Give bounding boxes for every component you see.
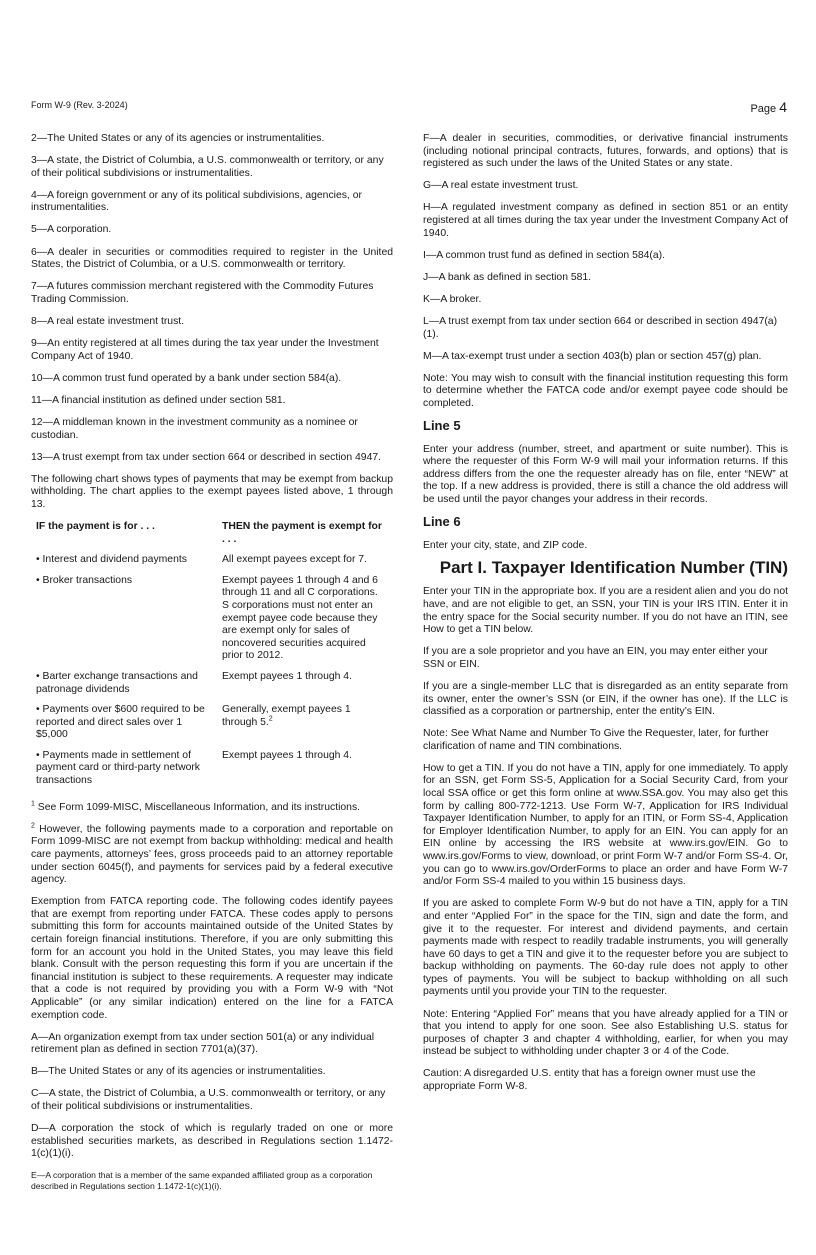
- tin-paragraph: If you are asked to complete Form W-9 but do not have a TIN, apply for a TIN and enter “Applied For” in the space for the TIN, sign and date the form, and give it to the requester. For interest and dividend payments, and certain payments made with respect to readily tradable instruments, you will generally have 60 days to get a TIN and give it to the requester before you are subject to backup withholding on payments. The 60-day rule does not apply to other types of payments. You will be subject to backup withholding on all such payments until you provide your TIN to the requester.: [423, 898, 788, 998]
- fatca-code-item: K—A broker.: [423, 293, 482, 305]
- table-cell-text: • Payments over $600 required to be reported and direct sales over 1: [36, 704, 205, 728]
- fatca-note: Note: You may wish to consult with the financial institution requesting this form to determine whether the FATCA code and/or exempt payee code should be completed.: [423, 372, 788, 409]
- fatca-code-item: E—A corporation that is a member of the same expanded affiliated group as a corporation described in Regulations section 1.1472-1(c)(1)(i).: [31, 1170, 373, 1192]
- table-cell-text: $5,000: [36, 729, 68, 741]
- exempt-payee-item: 6—A dealer in securities or commodities required to register in the United States, the District of Columbia, or a U.S. commonwealth or territory.: [31, 246, 393, 271]
- tin-paragraph: Caution: A disregarded U.S. entity that has a foreign owner must use the appropriate Form W-8.: [423, 1068, 756, 1093]
- exempt-payee-item: 2—The United States or any of its agencies or instrumentalities.: [31, 133, 325, 144]
- fatca-paragraph: Exemption from FATCA reporting code. The following codes identify payees that are exempt from reporting under FATCA. These codes apply to persons submitting this form for accounts maintained outside of the United States by certain foreign financial institutions. Therefore, if you are only submitting this form for an account you hold in the United States, you may leave this field blank. Consult with the person requesting this form if you are uncertain if the financial institution is subject to these requirements. A requester may indicate that a code is not required by providing you with a Form W-9 with “Not Applicable” (or any similar indication) entered on the line for a FATCA exemption code.: [31, 896, 393, 1021]
- page-number: 4: [779, 99, 787, 115]
- line6-text: Enter your city, state, and ZIP code.: [423, 539, 588, 551]
- fatca-code-item: H—A regulated investment company as defined in section 851 or an entity registered at all times during the tax year under the Investment Company Act of 1940.: [423, 202, 788, 239]
- exempt-payee-item: 8—A real estate investment trust.: [31, 315, 185, 327]
- fatca-code-item: C—A state, the District of Columbia, a U.S. commonwealth or territory, or any of their political subdivisions or instrumentalities.: [31, 1088, 386, 1113]
- part1-heading: Part I. Taxpayer Identification Number (TIN): [439, 557, 788, 577]
- footnote-2: [31, 824, 393, 887]
- tin-paragraph: Note: Entering “Applied For” means that you have already applied for a TIN or that you intend to apply for one soon. See also Establishing U.S. status for purposes of chapter 3 and chapter 4 withholding, earlier, for when you may instead be subject to withholding under chapter 3 or 4 of the Code.: [423, 1008, 788, 1058]
- table-cell: • Interest and dividend payments: [36, 554, 187, 566]
- exempt-payee-item: 5—A corporation.: [31, 224, 112, 236]
- fatca-code-item: F—A dealer in securities, commodities, or derivative financial instruments (including notional principal contracts, futures, forwards, and options) that is registered as such under the laws of the United States or any state.: [423, 133, 788, 170]
- exempt-payee-item: 10—A common trust fund operated by a bank under section 584(a).: [31, 372, 342, 384]
- footnote-mark: 1: [31, 800, 35, 808]
- fatca-code-item: A—An organization exempt from tax under section 501(a) or any individual retirement plan as defined in section 7701(a)(37).: [31, 1031, 375, 1056]
- exempt-payee-item: 13—A trust exempt from tax under section 664 or described in section 4947.: [31, 451, 382, 463]
- tin-paragraph: If you are a single-member LLC that is disregarded as an entity separate from its owner, enter the owner’s SSN (or EIN, if the owner has one). If the LLC is classified as a corporation or partnership, enter the entity’s EIN.: [423, 680, 788, 718]
- chart-intro: The following chart shows types of payments that may be exempt from backup withholding. The chart applies to the exempt payees listed above, 1 through 13.: [31, 473, 393, 510]
- line6-heading: Line 6: [423, 514, 461, 530]
- line5-text: Enter your address (number, street, and apartment or suite number). This is where the requester of this Form W-9 will mail your information returns. If this address differs from the one the requester already has on file, enter “NEW” at the top. If a new address is provided, there is still a chance the old address will be used until the payor changes your address in their records.: [423, 443, 788, 505]
- exempt-payee-item: 11—A financial institution as defined under section 581.: [31, 394, 286, 406]
- table-cell: Exempt payees 1 through 4.: [222, 749, 352, 761]
- fatca-code-item: J—A bank as defined in section 581.: [423, 271, 592, 283]
- footnote-text: See Form 1099-MISC, Miscellaneous Information, and its instructions.: [37, 801, 361, 813]
- exempt-payee-item: 9—An entity registered at all times during the tax year under the Investment Company Act of 1940.: [31, 338, 379, 362]
- table-cell: All exempt payees except for 7.: [222, 554, 367, 566]
- tin-paragraph: If you are a sole proprietor and you have an EIN, you may enter either your SSN or EIN.: [423, 646, 768, 670]
- fatca-code-item: L—A trust exempt from tax under section 664 or described in section 4947(a)(1).: [423, 315, 778, 340]
- footnote-1: [31, 802, 393, 815]
- tin-paragraph: Enter your TIN in the appropriate box. If you are a resident alien and you do not have, and are not eligible to get, an SSN, your TIN is your IRS ITIN. Enter it in the entry space for the Social security number. If you do not have an ITIN, see How to get a TIN below.: [423, 586, 788, 636]
- footnote-mark: 2: [31, 822, 35, 830]
- table-cell-text: Generally, exempt payees 1 through 5.: [222, 704, 351, 728]
- tin-paragraph: Note: See What Name and Number To Give the Requester, later, for further clarification of name and TIN combinations.: [423, 728, 769, 752]
- page-label: Page: [750, 103, 777, 115]
- table-cell: • Payments made in settlement of payment card or third-party network transactions: [36, 749, 201, 787]
- fatca-code-item: D—A corporation the stock of which is regularly traded on one or more established securities markets, as described in Regulations section 1.1472-1(c)(1)(i).: [31, 1123, 393, 1160]
- table-row: [36, 554, 386, 575]
- exempt-payee-item: 4—A foreign government or any of its political subdivisions, agencies, or instrumentalities.: [31, 189, 362, 214]
- tin-paragraph: How to get a TIN. If you do not have a TIN, apply for one immediately. To apply for an SSN, get Form SS-5, Application for a Social Security Card, from your local SSA office or get this form online at www.SSA.gov. You may also get this form by calling 800-772-1213. Use Form W-7, Application for IRS Individual Taxpayer Identification Number, to apply for an ITIN, or Form SS-4, Application for Employer Identification Number, to apply for an EIN. You can apply for an EIN online by accessing the IRS website at www.irs.gov/EIN. Go to www.irs.gov/Forms to view, download, or print Form W-7 and/or Form SS-4. Or, you can go to www.irs.gov/OrderForms to place an order and have Form W-7 and/or Form SS-4 mailed to you within 15 business days.: [423, 762, 788, 888]
- table-cell: • Broker transactions: [36, 574, 133, 586]
- payment-exemption-table: [36, 521, 386, 796]
- line5-heading: Line 5: [423, 418, 461, 433]
- table-header-row: [36, 521, 386, 554]
- fatca-code-item: G—A real estate investment trust.: [423, 180, 579, 192]
- fatca-code-item: I—A common trust fund as defined in section 584(a).: [423, 249, 665, 261]
- table-cell: Exempt payees 1 through 4 and 6 through 11 and all C corporations. S corporations must not enter an exempt payee code because they are exempt only for sales of noncovered securities acquired prior to 2012.: [222, 574, 378, 662]
- table-row: [36, 750, 386, 796]
- exempt-payee-item: 7—A futures commission merchant registered with the Commodity Futures Trading Commission.: [31, 281, 374, 305]
- table-cell: Exempt payees 1 through 4.: [222, 670, 352, 682]
- table-row: [36, 704, 386, 750]
- exempt-payee-item: 3—A state, the District of Columbia, a U.S. commonwealth or territory, or any of their political subdivisions or instrumentalities.: [31, 155, 384, 179]
- table-cell: [36, 704, 222, 750]
- table-row: [36, 575, 386, 671]
- page-indicator: [750, 99, 787, 115]
- left-column: [31, 133, 393, 1192]
- table-cell: [222, 704, 386, 750]
- footnote-ref: 2: [268, 715, 273, 723]
- table-row: [36, 671, 386, 704]
- footnote-text: However, the following payments made to a corporation and reportable on Form 1099-MISC are not exempt from backup withholding: medical and health care payments, attorneys’ fees, gross proceeds paid to an attorney reportable under section 6045(f), and payments for services paid by a federal executive agency.: [31, 823, 393, 886]
- table-cell: • Barter exchange transactions and patronage dividends: [36, 670, 198, 695]
- fatca-code-item: M—A tax-exempt trust under a section 403(b) plan or section 457(g) plan.: [423, 350, 762, 362]
- table-header-exempt: THEN the payment is exempt for . . .: [222, 520, 382, 545]
- right-column: [423, 133, 788, 1103]
- fatca-code-item: B—The United States or any of its agencies or instrumentalities.: [31, 1066, 326, 1078]
- table-header-payment: IF the payment is for . . .: [36, 520, 155, 532]
- exempt-payee-item: 12—A middleman known in the investment community as a nominee or custodian.: [31, 416, 358, 441]
- form-label: Form W-9 (Rev. 3-2024): [31, 100, 128, 110]
